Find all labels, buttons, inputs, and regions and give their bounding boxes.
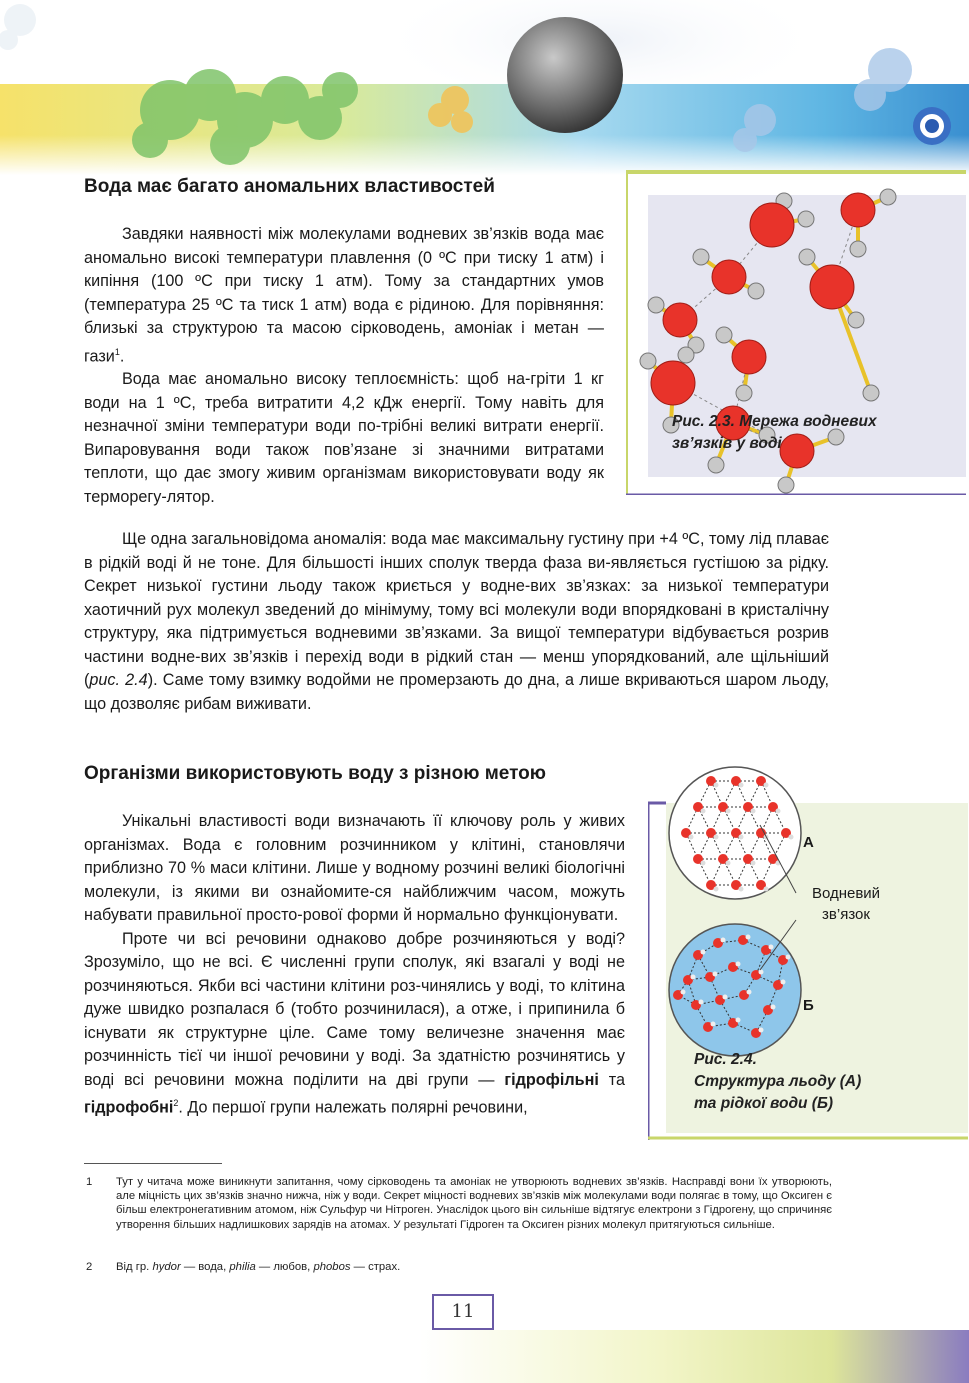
hydrogen-atom [691, 975, 696, 980]
figure-2-4-caption [694, 1049, 934, 1115]
paragraph-text: . До першої групи належать полярні речовини, [178, 1098, 528, 1117]
paragraph-text: . [119, 346, 125, 365]
paragraph [84, 223, 604, 368]
hydrogen-atom [640, 353, 656, 369]
hydrogen-atom [736, 962, 741, 967]
hydrogen-atom [751, 861, 756, 866]
anomalies-text-narrow [84, 223, 604, 509]
hydrogen-atom [748, 283, 764, 299]
hydrogen-atom [747, 990, 752, 995]
hydrogen-atom [726, 809, 731, 814]
paragraph: Унікальні властивості води визначають її ключову роль у живих організмах. Вода є головним розчинником у клітині, становлячи приблизно 70 % маси клітини. Лише у водному розчині великі біологічні молекули, із якими ви ознайомите-ся найближчим часом, можуть набувати правильної просто-рової форми й нормально функціонувати. [84, 812, 625, 924]
text-part: — вода, [180, 1261, 230, 1273]
hydrogen-atom [771, 1005, 776, 1010]
hydrogen-atom [880, 189, 896, 205]
hydrogen-atom [789, 835, 794, 840]
hydrogen-atom [714, 835, 719, 840]
hydrogen-atom [693, 249, 709, 265]
figure-reference: рис. 2.4 [89, 671, 148, 689]
text-part: — любов, [255, 1261, 314, 1273]
oxygen-atom [810, 265, 854, 309]
hydrogen-atom [848, 312, 864, 328]
hydrogen-atom [714, 887, 719, 892]
footnote-number: 1 [86, 1176, 93, 1188]
hydrogen-atom [764, 887, 769, 892]
hydrogen-atom [798, 211, 814, 227]
hydrogen-atom [716, 327, 732, 343]
paragraph-text: Завдяки наявності між молекулами водневих зв’язків вода має аномально високі температури плавлення (0 ºС при тиску 1 атм) і кипіння (100 ºС при тиску 1 атм). Тому за стандартних умов (температура 25 ºС та тиск 1 атм) вода є рідиною. Для порівняння: близькі за структурою та масою сірководень, амоніак і метан — гази [84, 225, 604, 365]
hydrogen-atom [701, 861, 706, 866]
hydrogen-atom [746, 935, 751, 940]
paragraph [84, 528, 829, 716]
hydrogen-atom [714, 783, 719, 788]
hydrogen-atom [726, 861, 731, 866]
label-line: Водневий [811, 885, 881, 902]
word-italic: phobos [313, 1261, 351, 1273]
banner-illustration [0, 0, 969, 175]
paragraph-text: Проте чи всі речовини однаково добре розчиняються у воді? Зрозуміло, що не всі. Є численні групи сполук, які взагалі у воді не розчиняються. Якби всі частини клітини роз-чинялись у воді, то клітина дуже швидко розпалася б (тобто розчинилася), а отже, і припинила б існувати як структурне ціле. Саме тому величезне значення має розчинність тієї чи іншої речовини у воді. За здатністю розчинятись у воді всі речовини можна поділити на дві групи — [84, 929, 625, 1089]
paragraph-text: та [598, 1070, 625, 1089]
oxygen-atom [841, 193, 875, 227]
hydrogen-atom [751, 809, 756, 814]
label-a: А [803, 834, 814, 851]
header-banner [0, 0, 969, 175]
figure-2-3 [626, 170, 966, 495]
figure-2-4 [648, 755, 968, 1140]
hydrogen-atom [681, 990, 686, 995]
paragraph-text: ). Саме тому взимку водойми не промерзають до дна, а лише вкриваються шаром льоду, що дозволяє рибам виживати. [84, 671, 829, 713]
hydrogen-atom [701, 950, 706, 955]
label-b: Б [803, 997, 814, 1014]
hydrogen-atom [689, 835, 694, 840]
hydrogen-atom [736, 1018, 741, 1023]
caption-line: та рідкої води (Б) [694, 1095, 834, 1112]
hydrogen-atom [781, 980, 786, 985]
page-number: 11 [432, 1294, 494, 1330]
footnote-separator [84, 1163, 222, 1164]
word-italic: hydor [152, 1261, 181, 1273]
hydrogen-atom [769, 945, 774, 950]
hydrogen-atom [721, 938, 726, 943]
section-heading-anomalies: Вода має багато аномальних властивостей [84, 176, 495, 197]
organisms-text [84, 810, 625, 1120]
paragraph: Вода має аномально високу теплоємність: щоб на-гріти 1 кг води на 1 ºС, треба витратити 4,2 кДж енергії. Тому навіть для незначної зміни температури води по-трібні великі витрати енергії. Випаровування води також пов’язане зі значними витратами теплоти, що дає змогу живим організмам використовувати воду як терморегу-лятор. [84, 370, 604, 506]
hydrogen-atom [863, 385, 879, 401]
footnote-number: 2 [86, 1261, 93, 1273]
paragraph-text: Ще одна загальновідома аномалія: вода має максимальну густину при +4 ºС, тому лід плаває в рідкій воді й не тоне. Для більшості інших сполук тверда фаза ви-являється густішою за рідку. Секрет низької густини льоду також криється у водне-вих зв’язках: за низької температури хаотичний рух молекул зведений до мінімуму, тому всі молекули води впорядковані в кристалічну структуру, яка підтримується водневими зв’язками. За вищої температури відбувається розрив частини водне-вих зв’язків і перехід води в рідкий стан — менш упорядкований, але щільніший ( [84, 530, 829, 689]
hydrogen-atom [713, 972, 718, 977]
oxygen-atom [712, 260, 746, 294]
oxygen-atom [651, 361, 695, 405]
hydrogen-atom [708, 457, 724, 473]
hydrogen-atom [764, 783, 769, 788]
hydrogen-atom [711, 1022, 716, 1027]
hydrogen-atom [786, 955, 791, 960]
hydrogen-atom [778, 477, 794, 493]
hydrogen-atom [723, 995, 728, 1000]
hydrogen-atom [699, 1000, 704, 1005]
footnote-text [116, 1260, 832, 1274]
figure-2-3-caption: Рис. 2.3. Мережа водневих зв’язків у воді [672, 413, 877, 452]
hydrogen-atom [799, 249, 815, 265]
footnote-text: Тут у читача може виникнути запитання, чому сірководень та амоніак не утворюють водневих зв’язків. Насправді вони їх утворюють, але міцність цих зв’язків значно нижча, ніж у води. Секрет міцності водневих зв’язків між молекулами води полягає в тому, що Оксиген є більш електронегативним атомом, ніж Сульфур чи Нітроген. Унаслідок цього він сильніше відтягує електрони з Гідрогену, що спричиняє утворення більших надлишкових зарядів на атомах. У результаті Гідроген та Оксиген різних молекул притягуються сильніше. [116, 1176, 832, 1231]
hydrogen-atom [850, 241, 866, 257]
term-hydrophilic: гідрофільні [504, 1070, 599, 1089]
hydrogen-atom [739, 835, 744, 840]
footnote-ref: 2 [173, 1098, 179, 1108]
anomalies-text-wide [84, 528, 829, 716]
text-part: Від гр. [116, 1261, 153, 1273]
paragraph [84, 928, 625, 1120]
label-line: зв’язок [822, 906, 870, 923]
caption-line: Рис. 2.4. [694, 1051, 757, 1068]
footnote-ref: 1 [114, 346, 120, 357]
hydrogen-atom [678, 347, 694, 363]
hydrogen-atom [736, 385, 752, 401]
oxygen-atom [732, 340, 766, 374]
oxygen-atom [750, 203, 794, 247]
hydrogen-atom [759, 1028, 764, 1033]
hydrogen-atom [739, 783, 744, 788]
hydrogen-atom [648, 297, 664, 313]
hydrogen-atom [701, 809, 706, 814]
term-hydrophobic: гідрофобні [84, 1098, 174, 1117]
hydrogen-atom [759, 970, 764, 975]
hydrogen-atom [739, 887, 744, 892]
hydrogen-bond-label [791, 883, 901, 925]
hydrogen-atom [776, 809, 781, 814]
caption-line: Структура льоду (А) [694, 1073, 862, 1090]
word-italic: philia [229, 1261, 256, 1273]
oxygen-atom [663, 303, 697, 337]
text-part: — страх. [350, 1261, 401, 1273]
section-heading-organisms: Організми використовують воду з різною метою [84, 763, 546, 784]
